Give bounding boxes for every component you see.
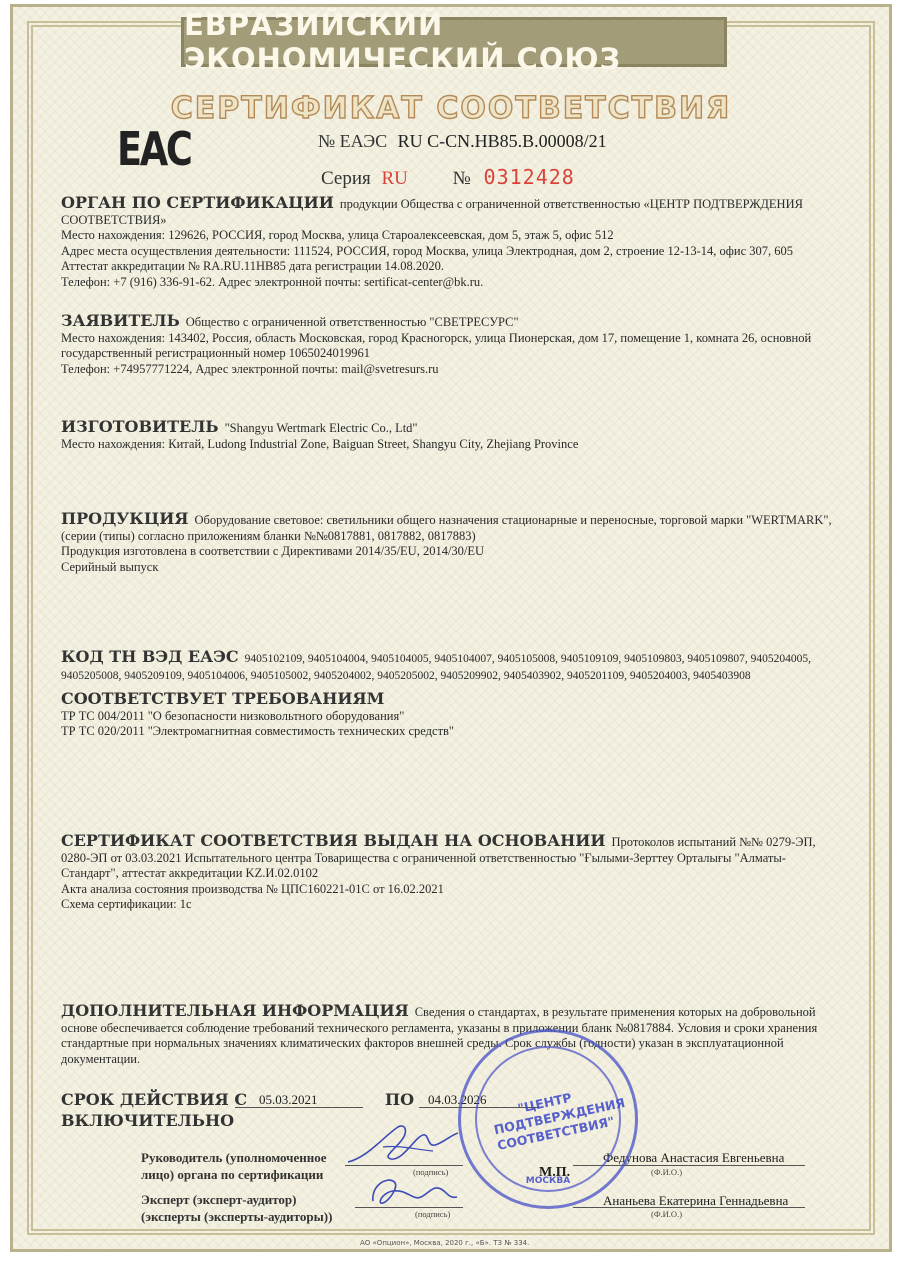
expert-label — [141, 1191, 332, 1225]
certificate-number-label: № ЕАЭС — [318, 131, 388, 151]
requirements-section — [61, 691, 841, 740]
manufacturer-section — [61, 419, 841, 452]
applicant-address: Место нахождения: 143402, Россия, область Московская, город Красногорск, улица Пионерская, дом 17, помещение 1, комната 26, основной государственный регистрационный номер 1065024019961 — [61, 330, 812, 360]
expert-fio-caption: (Ф.И.О.) — [651, 1209, 683, 1219]
basis-act: Акта анализа состояния производства № ЦПС160221-01С от 16.02.2021 — [61, 881, 444, 896]
stamp-city: МОСКВА — [525, 1176, 571, 1186]
product-heading: ПРОДУКЦИЯ — [61, 509, 189, 528]
organ-text: продукции Общества с ограниченной ответственностью «ЦЕНТР ПОДТВЕРЖДЕНИЯ СООТВЕТСТВИЯ» — [61, 197, 803, 227]
requirements-heading: СООТВЕТСТВУЕТ ТРЕБОВАНИЯМ — [61, 689, 385, 708]
expert-label-line-2: (эксперты (эксперты-аудиторы)) — [141, 1209, 333, 1224]
basis-text: Протоколов испытаний №№ 0279-ЭП, 0280-ЭП от 03.03.2021 Испытательного центра Товарищества с ограниченной ответственностью "Ғылыми-Зерттеу Орталығы "Алматы-Стандарт", аттестат аккредитации KZ.И.02.0102 — [61, 835, 816, 880]
union-banner — [181, 8, 727, 76]
validity-to-date: 04.03.2026 — [428, 1092, 487, 1107]
stamp-text: "ЦЕНТР ПОДТВЕРЖДЕНИЯ СООТВЕТСТВИЯ" — [492, 1089, 627, 1153]
validity-from-date: 05.03.2021 — [259, 1092, 318, 1107]
additional-heading: ДОПОЛНИТЕЛЬНАЯ ИНФОРМАЦИЯ — [61, 1001, 409, 1020]
organ-heading: ОРГАН ПО СЕРТИФИКАЦИИ — [61, 193, 334, 212]
head-label-line-2: лицо) органа по сертификации — [141, 1167, 324, 1182]
organ-activity-address: Адрес места осуществления деятельности: 111524, РОССИЯ, город Москва, улица Электродная, дом 2, строение 12-13-14, офис 307, 605 — [61, 243, 793, 258]
blank-number-label: № — [452, 168, 471, 189]
manufacturer-text: "Shangyu Wertmark Electric Co., Ltd" — [224, 421, 418, 435]
applicant-heading: ЗАЯВИТЕЛЬ — [61, 311, 180, 330]
head-signature-icon — [343, 1117, 463, 1172]
head-signature-caption: (подпись) — [413, 1167, 449, 1177]
applicant-section — [61, 313, 841, 377]
tnved-codes: 9405102109, 9405104004, 9405104005, 9405104007, 9405105008, 9405109109, 9405109803, 9405109807, 9405204005, 9405205008, 9405209109, 9405104006, 9405105002, 9405204002, 9405205002, 9405209902, 9405403902, 9405201109, 9405204003, 9405403908 — [61, 653, 811, 682]
product-directives: Продукция изготовлена в соответствии с Директивами 2014/35/EU, 2014/30/EU — [61, 544, 485, 558]
expert-name-line — [573, 1207, 805, 1208]
expert-name: Ананьева Екатерина Геннадьевна — [603, 1193, 789, 1208]
product-text: Оборудование световое: светильники общего назначения стационарные и переносные, торговой марки "WERTMARK", (серии (типы) согласно приложениям бланки №№0817881, 0817882, 0817883) — [61, 513, 832, 543]
validity-from — [61, 1090, 253, 1110]
organ-section — [61, 195, 841, 290]
seal-place-label: М.П. — [539, 1165, 571, 1180]
requirements-line-2: ТР ТС 020/2011 "Электромагнитная совместимость технических средств" — [61, 724, 455, 738]
organ-accreditation: Аттестат аккредитации № RA.RU.11НВ85 дата регистрации 14.08.2020. — [61, 259, 444, 273]
requirements-line-1: ТР ТС 004/2011 "О безопасности низковольтного оборудования" — [61, 708, 405, 723]
series-label: Серия — [321, 168, 371, 189]
validity-to-heading: ПО — [385, 1090, 415, 1109]
head-label — [141, 1149, 327, 1183]
expert-signature-caption: (подпись) — [415, 1209, 451, 1219]
tnved-heading: КОД ТН ВЭД ЕАЭС — [61, 647, 239, 666]
certificate-number-value: RU C-CN.НВ85.В.00008/21 — [397, 131, 607, 151]
head-label-line-1: Руководитель (уполномоченное — [141, 1150, 327, 1165]
product-section — [61, 511, 841, 575]
organ-contacts: Телефон: +7 (916) 336-91-62. Адрес электронной почты: sertificat-center@bk.ru. — [61, 274, 484, 289]
certificate-number — [318, 131, 607, 152]
certificate-title: СЕРТИФИКАТ СООТВЕТСТВИЯ — [170, 91, 732, 126]
additional-text: Сведения о стандартах, в результате применения которых на добровольной основе обеспечивается соблюдение требований технического регламента, указаны в приложении бланк №0817884. Условия и сроки хранения стандартные при нормальных значениях климатических факторов внешней среды. Срок службы (годности) указан в эксплуатационной документации. — [61, 1005, 818, 1066]
head-fio-caption: (Ф.И.О.) — [651, 1167, 683, 1177]
validity-inclusive — [61, 1111, 240, 1131]
eac-logo-icon: ЕАС — [117, 122, 191, 176]
tnved-section — [61, 649, 841, 684]
blank-number: 0312428 — [483, 165, 575, 189]
union-banner-text: ЕВРАЗИЙСКИЙ ЭКОНОМИЧЕСКИЙ СОЮЗ — [184, 8, 622, 76]
expert-signature-icon — [363, 1167, 463, 1215]
product-release: Серийный выпуск — [61, 559, 159, 574]
basis-heading: СЕРТИФИКАТ СООТВЕТСТВИЯ ВЫДАН НА ОСНОВАНИИ — [61, 831, 606, 850]
applicant-text: Общество с ограниченной ответственностью "СВЕТРЕСУРС" — [185, 315, 519, 329]
validity-from-heading: СРОК ДЕЙСТВИЯ С — [61, 1090, 248, 1109]
manufacturer-heading: ИЗГОТОВИТЕЛЬ — [61, 417, 219, 436]
expert-label-line-1: Эксперт (эксперт-аудитор) — [141, 1192, 297, 1207]
series-value: RU — [381, 168, 408, 189]
validity-to — [385, 1090, 420, 1110]
certificate-sheet — [10, 4, 892, 1252]
applicant-contacts: Телефон: +74957771224, Адрес электронной почты: mail@svetresurs.ru — [61, 361, 439, 376]
manufacturer-address: Место нахождения: Китай, Ludong Industrial Zone, Baiguan Street, Shangyu City, Zhejiang Province — [61, 436, 579, 451]
validity-inclusive-text: ВКЛЮЧИТЕЛЬНО — [61, 1111, 235, 1130]
printer-note: АО «Опцион», Москва, 2020 г., «Б». ТЗ № 334. — [356, 1239, 533, 1247]
additional-section — [61, 1003, 841, 1067]
head-name: Федунова Анастасия Евгеньевна — [603, 1150, 785, 1165]
basis-scheme: Схема сертификации: 1с — [61, 897, 192, 911]
organ-address: Место нахождения: 129626, РОССИЯ, город Москва, улица Староалексеевская, дом 5, этаж 5, офис 512 — [61, 228, 614, 242]
official-stamp — [458, 1029, 638, 1209]
series-line — [321, 165, 575, 190]
basis-section — [61, 833, 841, 913]
